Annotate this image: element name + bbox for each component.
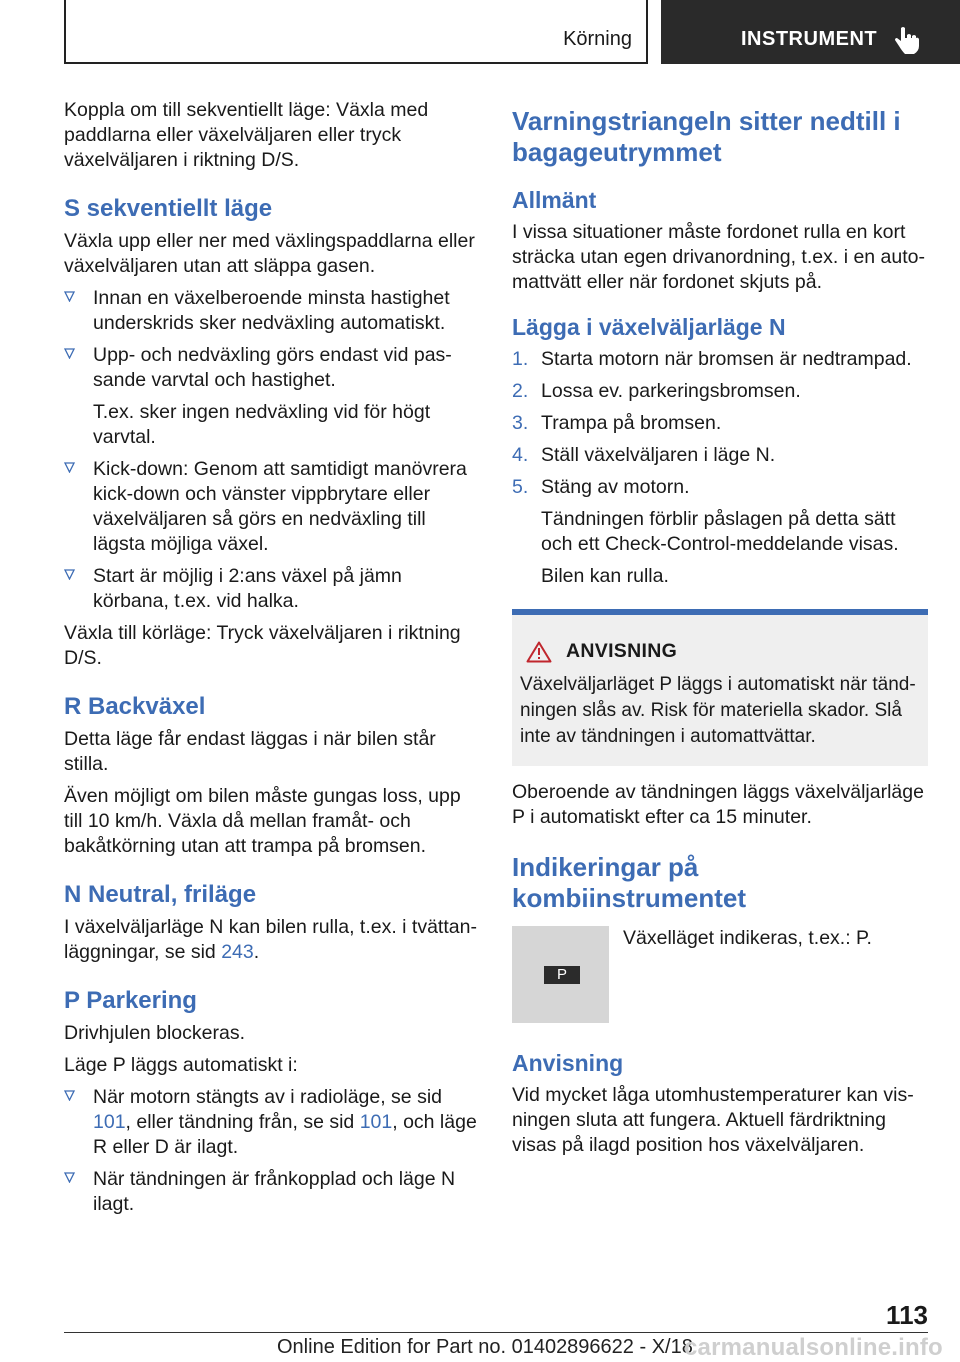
list-item-text: Kick-down: Genom att samtidigt manövrera kick-down och vänster vippbrytare eller växelväljaren så görs en nedväxling till lägsta möjliga växel. bbox=[93, 458, 467, 555]
general-paragraph: I vissa situationer måste fordonet rulla en kort sträcka utan egen drivanordning, t.ex. i en automattvätt eller när fordonet skjuts på. bbox=[512, 221, 926, 293]
n-paragraph bbox=[64, 915, 478, 965]
header-chapter-title: INSTRUMENT bbox=[741, 28, 878, 50]
step-subtext: Tändningen förblir påslagen på detta sätt och ett Check-Control-meddelande visas. bbox=[541, 508, 899, 555]
notice-header bbox=[520, 639, 920, 664]
warning-triangle-icon bbox=[526, 641, 552, 663]
list-item-text: , och läge R eller D är ilagt. bbox=[93, 1111, 477, 1158]
hand-pointer-icon bbox=[895, 26, 921, 54]
list-item bbox=[512, 379, 928, 404]
heading-select-n: Lägga i växelväljarläge N bbox=[512, 314, 786, 340]
note-paragraph: Vid mycket låga utomhustemperaturer kan visningen sluta att fungera. Aktuell färdriktning visas på ilagd position hos växelväljaren. bbox=[512, 1084, 914, 1156]
page-number: 113 bbox=[886, 1300, 928, 1330]
triangle-bullet-icon bbox=[64, 462, 75, 473]
list-item bbox=[512, 347, 928, 372]
p-paragraph-1: Drivhjulen blockeras. bbox=[64, 1022, 245, 1044]
step-number: 3. bbox=[512, 412, 529, 434]
step-number: 1. bbox=[512, 348, 529, 370]
list-item-text: När tändningen är frånkopplad och läge N ilagt. bbox=[93, 1168, 456, 1215]
notice-box bbox=[512, 609, 928, 766]
page-link-101[interactable]: 101 bbox=[359, 1111, 393, 1133]
page-link-243[interactable]: 243 bbox=[221, 941, 254, 963]
heading-r-reverse: R Backväxel bbox=[64, 693, 206, 720]
gear-indicator-display: P bbox=[544, 966, 580, 984]
notice-title: ANVISNING bbox=[566, 640, 678, 662]
footer-divider bbox=[64, 1332, 928, 1333]
heading-s-sequential: S sekventiellt läge bbox=[64, 195, 273, 222]
header-section-box bbox=[64, 0, 648, 64]
page-link-101[interactable]: 101 bbox=[93, 1111, 126, 1133]
step-text: Trampa på bromsen. bbox=[541, 412, 722, 434]
triangle-bullet-icon bbox=[64, 1172, 75, 1183]
triangle-bullet-icon bbox=[64, 291, 75, 302]
notice-text: Växelväljarläget P läggs i automatiskt när tändningen slås av. Risk för materiella skador. Slå inte av tändningen i automattvättar. bbox=[520, 674, 916, 747]
gear-indicator-image bbox=[512, 926, 609, 1023]
heading-indicators: Indikeringar på kombiinstrumentet bbox=[512, 852, 747, 913]
list-item bbox=[64, 457, 478, 557]
list-item bbox=[64, 1085, 478, 1160]
watermark: carmanualsonline.info bbox=[684, 1334, 943, 1361]
list-item bbox=[64, 286, 478, 336]
triangle-bullet-icon bbox=[64, 348, 75, 359]
indicator-row bbox=[512, 926, 928, 1023]
list-item-text: , eller tändning från, se sid bbox=[125, 1111, 360, 1133]
step-text: Stäng av motorn. bbox=[541, 476, 690, 498]
list-item-text: Start är möjlig i 2:ans växel på jämn körbana, t.ex. vid halka. bbox=[93, 565, 402, 612]
header-section-title: Körning bbox=[563, 28, 632, 50]
intro-paragraph: Koppla om till sekventiellt läge: Växla med paddlarna eller växelväljaren eller tryck växelväljaren i riktning D/S. bbox=[64, 99, 429, 171]
step-text: Ställ växelväljaren i läge N. bbox=[541, 444, 776, 466]
triangle-bullet-icon bbox=[64, 1090, 75, 1101]
list-item-text: När motorn stängts av i radioläge, se sid bbox=[93, 1086, 443, 1108]
step-subtext: Bilen kan rulla. bbox=[541, 565, 669, 587]
s-paragraph: Växla upp eller ner med växlingspaddlarna eller växelväljaren utan att släppa gasen. bbox=[64, 230, 475, 277]
list-item bbox=[64, 1167, 478, 1217]
header-chapter-box bbox=[661, 0, 960, 64]
r-paragraph-1: Detta läge får endast läggas i när bilen står stilla. bbox=[64, 728, 436, 775]
after-notice-paragraph: Oberoende av tändningen läggs växelväljarläge P i automatiskt efter ca 15 minuter. bbox=[512, 781, 924, 828]
n-text-end: . bbox=[253, 941, 260, 963]
step-number: 5. bbox=[512, 476, 529, 498]
step-number: 2. bbox=[512, 380, 529, 402]
indicator-caption: Växelläget indikeras, t.ex.: P. bbox=[623, 927, 872, 949]
step-text: Lossa ev. parkeringsbromsen. bbox=[541, 380, 801, 402]
s-list bbox=[64, 286, 478, 614]
list-item bbox=[512, 443, 928, 468]
s-outro-paragraph: Växla till körläge: Tryck växelväljaren i riktning D/S. bbox=[64, 622, 461, 669]
list-item bbox=[64, 343, 478, 450]
step-text: Starta motorn när bromsen är nedtrampad. bbox=[541, 348, 912, 370]
heading-p-park: P Parkering bbox=[64, 987, 197, 1014]
list-item bbox=[512, 411, 928, 436]
list-item bbox=[512, 475, 928, 589]
triangle-bullet-icon bbox=[64, 569, 75, 580]
p-list bbox=[64, 1085, 478, 1217]
page-section-title: Varningstriangeln sitter nedtill i bagageutrymmet bbox=[512, 106, 901, 167]
heading-general: Allmänt bbox=[512, 187, 597, 213]
list-item bbox=[64, 564, 478, 614]
left-column bbox=[64, 98, 478, 1224]
heading-n-neutral: N Neutral, friläge bbox=[64, 881, 257, 908]
list-item-text: Innan en växelberoende minsta hastighet underskrids sker nedväxling automatiskt. bbox=[93, 287, 450, 334]
steps-list bbox=[512, 347, 928, 589]
list-item-text: Upp- och nedväxling görs endast vid passande varvtal och hastighet. bbox=[93, 344, 452, 391]
footer-edition: Online Edition for Part no. 01402896622 - X/18 bbox=[277, 1336, 693, 1358]
heading-note: Anvisning bbox=[512, 1050, 624, 1076]
step-number: 4. bbox=[512, 444, 529, 466]
r-paragraph-2: Även möjligt om bilen måste gungas loss, upp till 10 km/h. Växla då mellan framåt- och bakåtkörning utan att trampa på bromsen. bbox=[64, 785, 461, 857]
right-column bbox=[512, 98, 928, 1165]
list-item-subtext: T.ex. sker ingen nedväxling vid för högt varvtal. bbox=[93, 401, 431, 448]
p-paragraph-2: Läge P läggs automatiskt i: bbox=[64, 1054, 298, 1076]
n-text: I växelväljarläge N kan bilen rulla, t.ex. i tvättanläggningar, se sid bbox=[64, 916, 477, 963]
